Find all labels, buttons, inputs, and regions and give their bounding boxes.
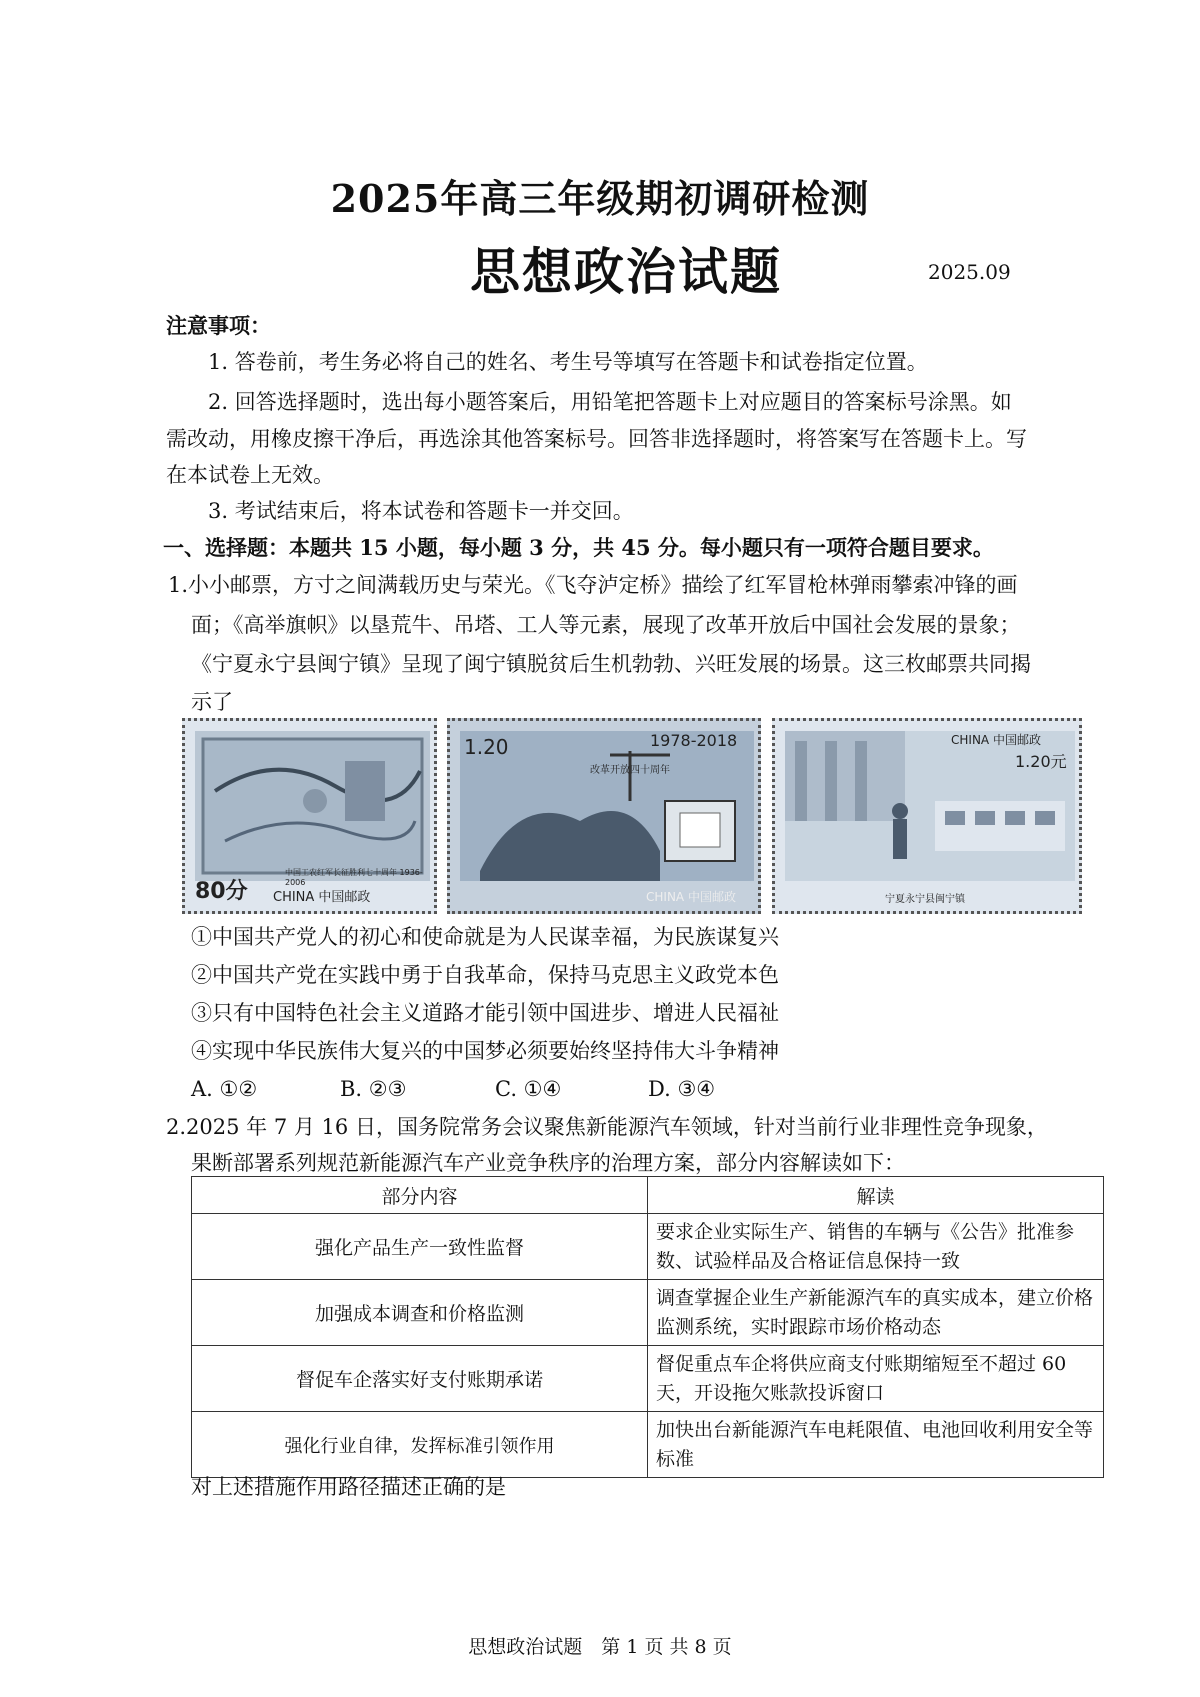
- exam-date: 2025.09: [928, 260, 1011, 284]
- stamp-2-country: CHINA 中国邮政: [646, 890, 736, 904]
- stamp-3-value: 1.20元: [1015, 752, 1067, 771]
- table-cell-explain: 加快出台新能源汽车电耗限值、电池回收利用安全等标准: [648, 1412, 1104, 1478]
- note-item-3: 3. 考试结束后，将本试卷和答题卡一并交回。: [208, 499, 634, 523]
- table-header-explain: 解读: [648, 1177, 1104, 1214]
- notes-heading: 注意事项：: [166, 313, 271, 338]
- q1-statement-1: ①中国共产党人的初心和使命就是为人民谋幸福，为民族谋复兴: [191, 925, 779, 949]
- q1-line-2: 面；《高举旗帜》以垦荒牛、吊塔、工人等元素，展现了改革开放后中国社会发展的景象；: [191, 613, 1021, 637]
- stamp-1-country: CHINA 中国邮政: [273, 890, 371, 905]
- table-row: [192, 1280, 1104, 1346]
- stamp-long-march-image: [195, 731, 430, 881]
- stamp-reform: [447, 718, 761, 914]
- stamp-3-caption: 宁夏永宁县闽宁镇: [885, 894, 965, 905]
- q2-table: [191, 1176, 1104, 1478]
- table-row: [192, 1412, 1104, 1478]
- stamp-1-value: 80分: [195, 879, 248, 904]
- exam-subtitle: 思想政治试题: [470, 242, 782, 301]
- stamp-1-caption: 中国工农红军长征胜利七十周年 1936-2006: [285, 868, 423, 887]
- q1-option-d: D. ③④: [648, 1077, 716, 1101]
- q2-question: 对上述措施作用路径描述正确的是: [191, 1475, 506, 1499]
- q1-line-3: 《宁夏永宁县闽宁镇》呈现了闽宁镇脱贫后生机勃勃、兴旺发展的场景。这三枚邮票共同揭: [191, 652, 1031, 676]
- stamp-3-country: CHINA 中国邮政: [951, 733, 1041, 747]
- table-header-row: [192, 1177, 1104, 1214]
- stamp-minning: [772, 718, 1082, 914]
- table-cell-content: 加强成本调查和价格监测: [192, 1280, 648, 1346]
- q1-option-a: A. ①②: [191, 1077, 258, 1101]
- q1-statement-2: ②中国共产党在实践中勇于自我革命，保持马克思主义政党本色: [191, 963, 779, 987]
- q1-line-1: 1.小小邮票，方寸之间满载历史与荣光。《飞夺泸定桥》描绘了红军冒枪林弹雨攀索冲锋的画: [168, 573, 1018, 597]
- table-cell-explain: 调查掌握企业生产新能源汽车的真实成本，建立价格监测系统，实时跟踪市场价格动态: [648, 1280, 1104, 1346]
- table-row: [192, 1346, 1104, 1412]
- note-item-2-cont2: 在本试卷上无效。: [166, 463, 334, 487]
- table-row: [192, 1214, 1104, 1280]
- q1-line-4: 示了: [191, 690, 233, 714]
- page-footer: 思想政治试题 第 1 页 共 8 页: [468, 1636, 732, 1658]
- note-item-2-cont: 需改动，用橡皮擦干净后，再选涂其他答案标号。回答非选择题时，将答案写在答题卡上。写: [166, 427, 1027, 451]
- exam-title: 2025年高三年级期初调研检测: [330, 176, 870, 221]
- table-header-content: 部分内容: [192, 1177, 648, 1214]
- q1-option-b: B. ②③: [340, 1077, 407, 1101]
- q1-option-c: C. ①④: [495, 1077, 562, 1101]
- table-cell-content: 强化产品生产一致性监督: [192, 1214, 648, 1280]
- table-cell-explain: 要求企业实际生产、销售的车辆与《公告》批准参数、试验样品及合格证信息保持一致: [648, 1214, 1104, 1280]
- q1-statement-3: ③只有中国特色社会主义道路才能引领中国进步、增进人民福祉: [191, 1001, 779, 1025]
- stamp-2-value: 1.20: [464, 735, 509, 759]
- q2-line-2: 果断部署系列规范新能源汽车产业竞争秩序的治理方案，部分内容解读如下：: [191, 1151, 905, 1175]
- section-heading: 一、选择题：本题共 15 小题，每小题 3 分，共 45 分。每小题只有一项符合题目要求。: [163, 535, 994, 560]
- table-cell-explain: 督促重点车企将供应商支付账期缩短至不超过 60 天，开设拖欠账款投诉窗口: [648, 1346, 1104, 1412]
- note-item-2: 2. 回答选择题时，选出每小题答案后，用铅笔把答题卡上对应题目的答案标号涂黑。如: [208, 390, 1012, 414]
- table-cell-content: 督促车企落实好支付账期承诺: [192, 1346, 648, 1412]
- q1-statement-4: ④实现中华民族伟大复兴的中国梦必须要始终坚持伟大斗争精神: [191, 1039, 779, 1063]
- table-cell-content: 强化行业自律，发挥标准引领作用: [192, 1412, 648, 1478]
- stamps-row: [182, 718, 1082, 918]
- stamp-2-years: 1978-2018: [650, 731, 738, 750]
- stamp-long-march: [182, 718, 437, 914]
- stamp-2-banner: 改革开放四十周年: [590, 765, 670, 776]
- note-item-1: 1. 答卷前，考生务必将自己的姓名、考生号等填写在答题卡和试卷指定位置。: [208, 350, 928, 374]
- q2-line-1: 2.2025 年 7 月 16 日，国务院常务会议聚焦新能源汽车领域，针对当前行业非理性竞争现象，: [166, 1115, 1048, 1139]
